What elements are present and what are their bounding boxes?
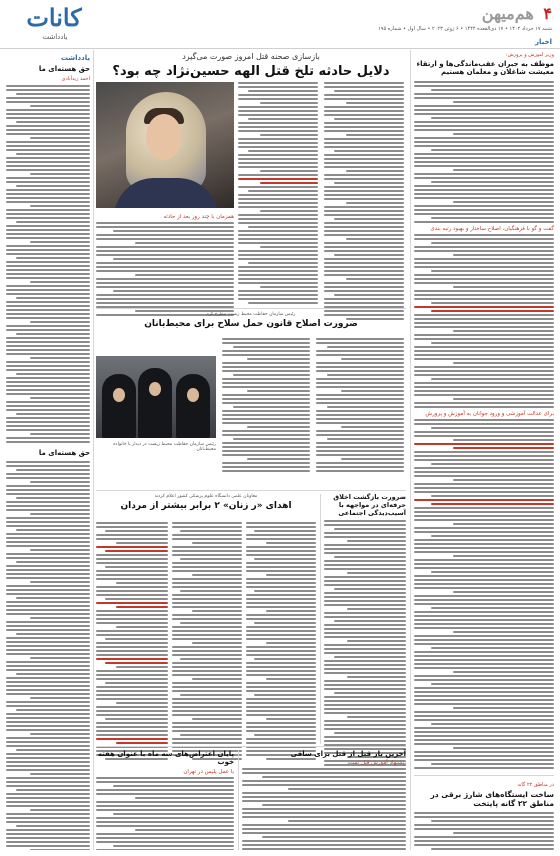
weapons-story-photo <box>96 356 216 438</box>
women-overline: معاونان علمی دانشگاه علوم پزشکی کشور اعلام کردند <box>154 494 258 499</box>
women-headline: اهدای «ر زنان» ۲ برابر بیشتر از مردان <box>120 501 292 511</box>
divider-women <box>96 490 406 491</box>
section-title: اخبار <box>535 38 552 46</box>
bottom-center-sub: پیشنهاد آموزش قبل تست <box>347 760 406 767</box>
center-area <box>96 50 406 850</box>
main-red-quote: همزمان با چند روز بعد از حادثه <box>163 214 234 220</box>
weapons-photo-caption: رئیس سازمان حفاظت محیط زیست در دیدار با خانواده محیط‌بانان <box>113 442 216 452</box>
bottom-center-story <box>242 750 406 850</box>
right-highlight-2: برای عدالت آموزشی و ورود جوانان به آموزش و پرورش <box>425 410 554 417</box>
bottom-center-title: آخرین بار قبل از قتل برای ساقی <box>290 750 406 758</box>
divider-bottom-mid <box>238 750 239 850</box>
divider-left <box>93 50 94 850</box>
left-article-byline: احمد زیدآبادی <box>61 76 90 83</box>
left-column-header: یادداشت <box>60 54 90 62</box>
main-overline: بازسازی صحنه قتل امروز صورت می‌گیرد <box>182 52 320 61</box>
main-story-col-1 <box>324 82 404 292</box>
left-article-body <box>6 85 90 443</box>
women-story-col-1 <box>246 522 316 742</box>
brand-title: هم‌میهن <box>481 4 534 23</box>
women-story-col-2 <box>172 522 242 742</box>
weapons-story-col-1 <box>316 338 404 488</box>
main-headline: دلایل حادثه تلخ قتل الهه حسین‌نژاد چه بود؟ <box>112 64 390 79</box>
right-body-1 <box>414 81 554 223</box>
logo-subtitle: یادداشت <box>42 33 68 41</box>
kanat-logo: کانات <box>26 3 82 32</box>
bottom-left-story <box>96 750 234 850</box>
divider-weapons <box>96 308 406 309</box>
divider-bottom <box>96 746 406 747</box>
right-bottom-body <box>414 812 554 850</box>
right-headline: موظف به جبران عقب‌ماندگی‌ها و ارتقاء معیشت شاغلان و معلمان هستیم <box>416 60 554 77</box>
right-column <box>414 52 554 850</box>
side-story <box>324 494 406 744</box>
masthead <box>0 0 560 49</box>
left-bottom-title: حق هسته‌ای ما <box>38 449 90 458</box>
right-kicker: وزیر آموزش و پرورش: <box>505 52 554 58</box>
right-body-2 <box>414 234 554 408</box>
bottom-left-sub: با عمل پلیس در تهران <box>183 768 234 775</box>
bottom-left-title: پایان اعتراض‌های سه ماه با عنوان هفته خوب <box>97 750 234 767</box>
main-story-photo <box>96 82 234 208</box>
right-bottom-headline: ساخت ایستگاه‌های شارژ برقی در مناطق ۲۲ گانه پایتخت <box>430 789 554 808</box>
issue-info: شنبه ۱۷ خرداد ۱۴۰۲ • ۱۷ ذی‌القعده ۱۴۴۴ • ۶ ژوئن ۲۰۲۳ • سال اول • شماره ۱۹۵ <box>378 26 552 32</box>
weapons-overline: رئیس سازمان حفاظت محیط زیست مطرح کرد <box>206 312 296 317</box>
left-article-title: حق هسته‌ای ما <box>38 65 90 73</box>
right-bottom-kicker: در مناطق ۲۲ گانه <box>517 781 554 788</box>
left-column <box>6 50 90 850</box>
main-story-photo-text <box>96 212 234 302</box>
right-body-3 <box>414 419 554 769</box>
weapons-story-header <box>96 312 406 330</box>
weapons-headline: ضرورت اصلاح قانون حمل سلاح برای محیط‌بانان <box>144 319 358 329</box>
page-number: ۴ <box>543 4 552 23</box>
brand-name <box>432 4 552 24</box>
main-story-col-2 <box>238 82 318 292</box>
right-highlight-1: گفت و گو با فرهنگیان، اصلاح ساختار و بهبود رتبه بندی <box>430 225 554 232</box>
women-story-col-3 <box>96 522 168 742</box>
left-bottom-body <box>6 461 90 850</box>
divider-women-side <box>320 494 321 744</box>
side-story-title: ضرورت بازگشت اخلاق حرفه‌ای در مواجهه با آسیب‌دیدگی اجتماعی <box>333 493 406 517</box>
divider-right <box>410 50 411 850</box>
women-story-header <box>96 494 316 512</box>
weapons-story-col-2 <box>222 338 310 488</box>
